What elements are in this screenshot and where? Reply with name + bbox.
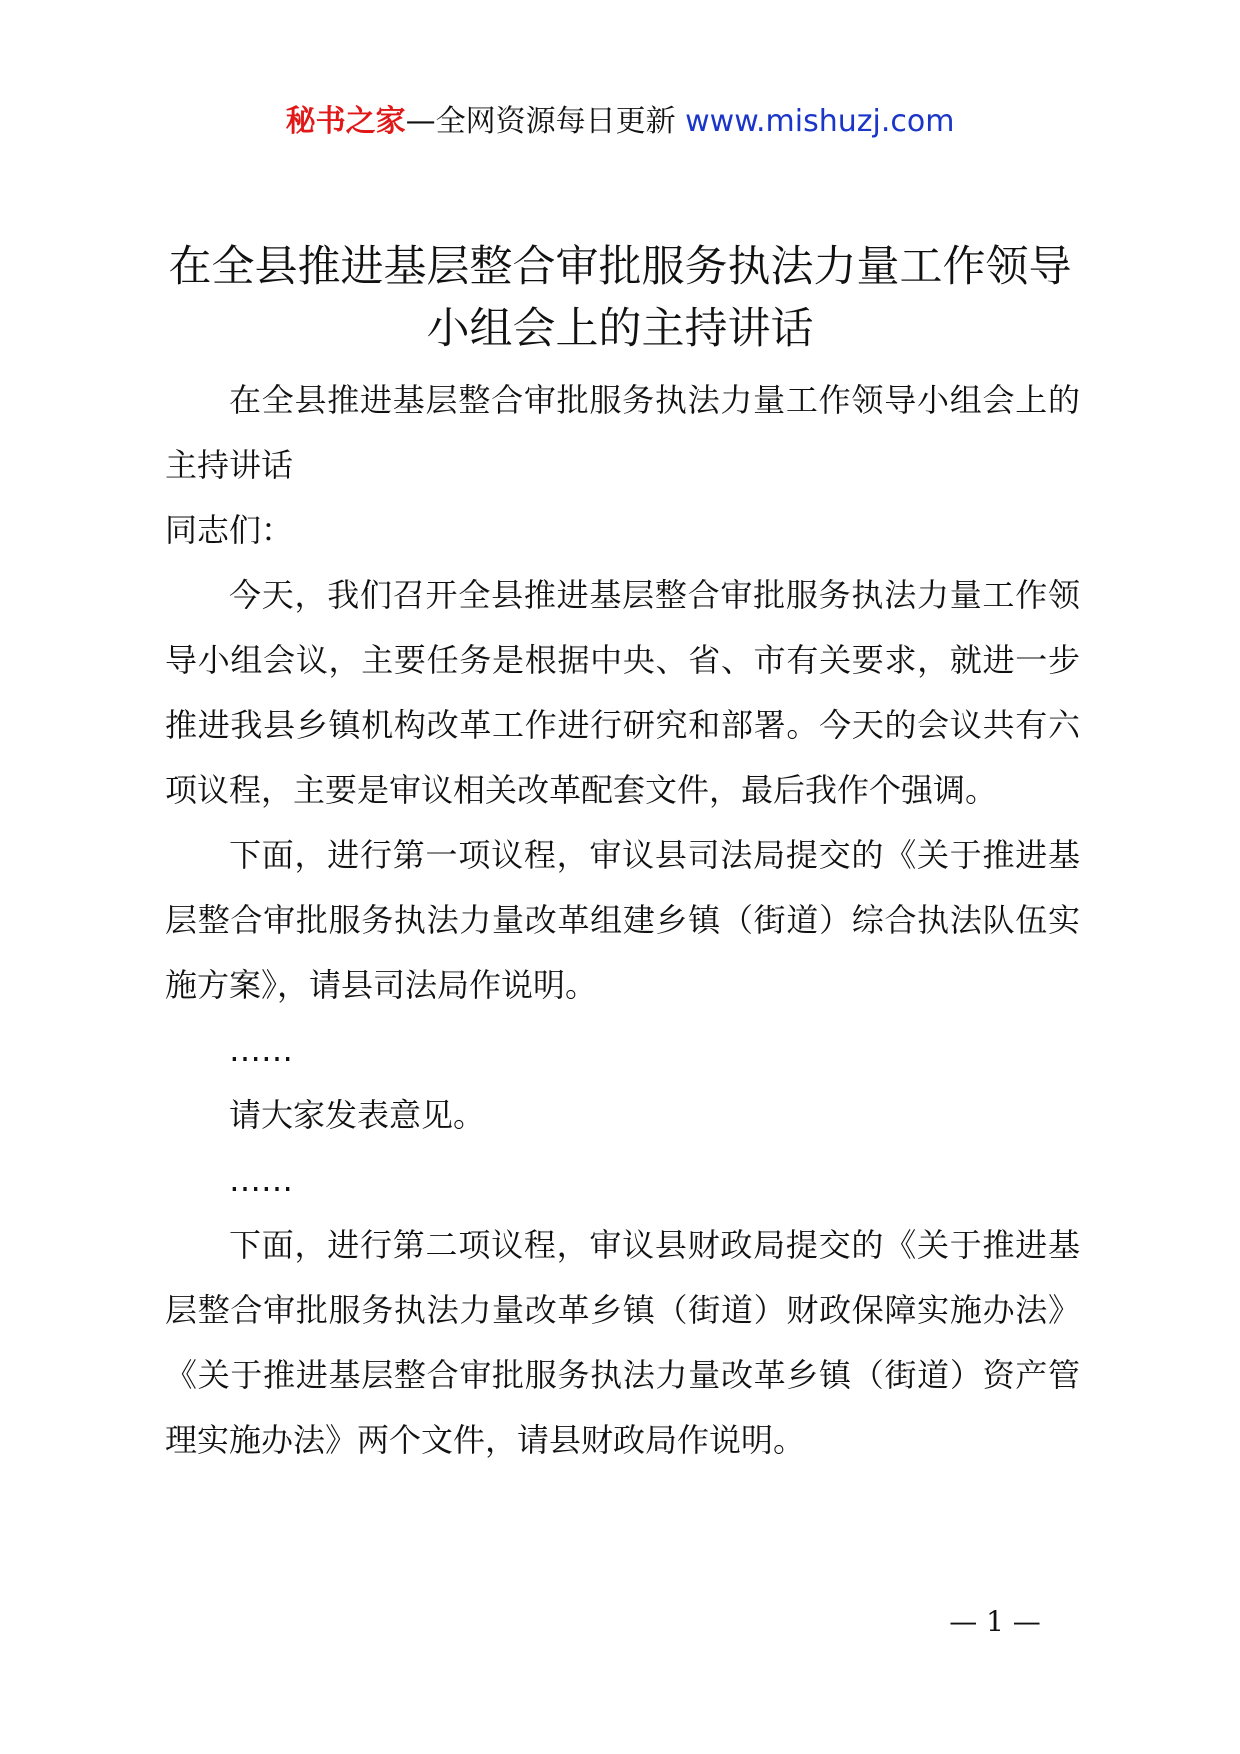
body-paragraph: 下面，进行第二项议程，审议县财政局提交的《关于推进基层整合审批服务执法力量改革乡镇（街道）财政保障实施办法》《关于推进基层整合审批服务执法力量改革乡镇（街道）资产管理实施办法》两个文件，请县财政局作说明。 [165,1226,1080,1459]
document-title: 在全县推进基层整合审批服务执法力量工作领导小组会上的主持讲话 [168,242,1072,354]
body-paragraph: 下面，进行第一项议程，审议县司法局提交的《关于推进基层整合审批服务执法力量改革组建乡镇（街道）综合执法队伍实施方案》，请县司法局作说明。 [165,836,1080,1004]
page-number: — 1 — [949,1605,1041,1638]
body-paragraph: 请大家发表意见。 [229,1096,486,1134]
document-body [165,368,1080,1473]
body-paragraph: 今天，我们召开全县推进基层整合审批服务执法力量工作领导小组会议，主要任务是根据中央、省、市有关要求，就进一步推进我县乡镇机构改革工作进行研究和部署。今天的会议共有六项议程，主要是审议相关改革配套文件，最后我作个强调。 [165,576,1080,809]
site-brand: 秘书之家 [285,104,406,139]
subtitle-paragraph: 在全县推进基层整合审批服务执法力量工作领导小组会上的主持讲话 [165,381,1080,484]
ellipsis-paragraph: …… [229,1031,293,1069]
ellipsis-paragraph: …… [229,1161,293,1199]
site-header [0,100,1240,144]
site-slogan: —全网资源每日更新 [405,104,676,139]
site-url-link[interactable]: www.mishuzj.com [685,104,955,139]
salutation: 同志们： [165,511,294,549]
